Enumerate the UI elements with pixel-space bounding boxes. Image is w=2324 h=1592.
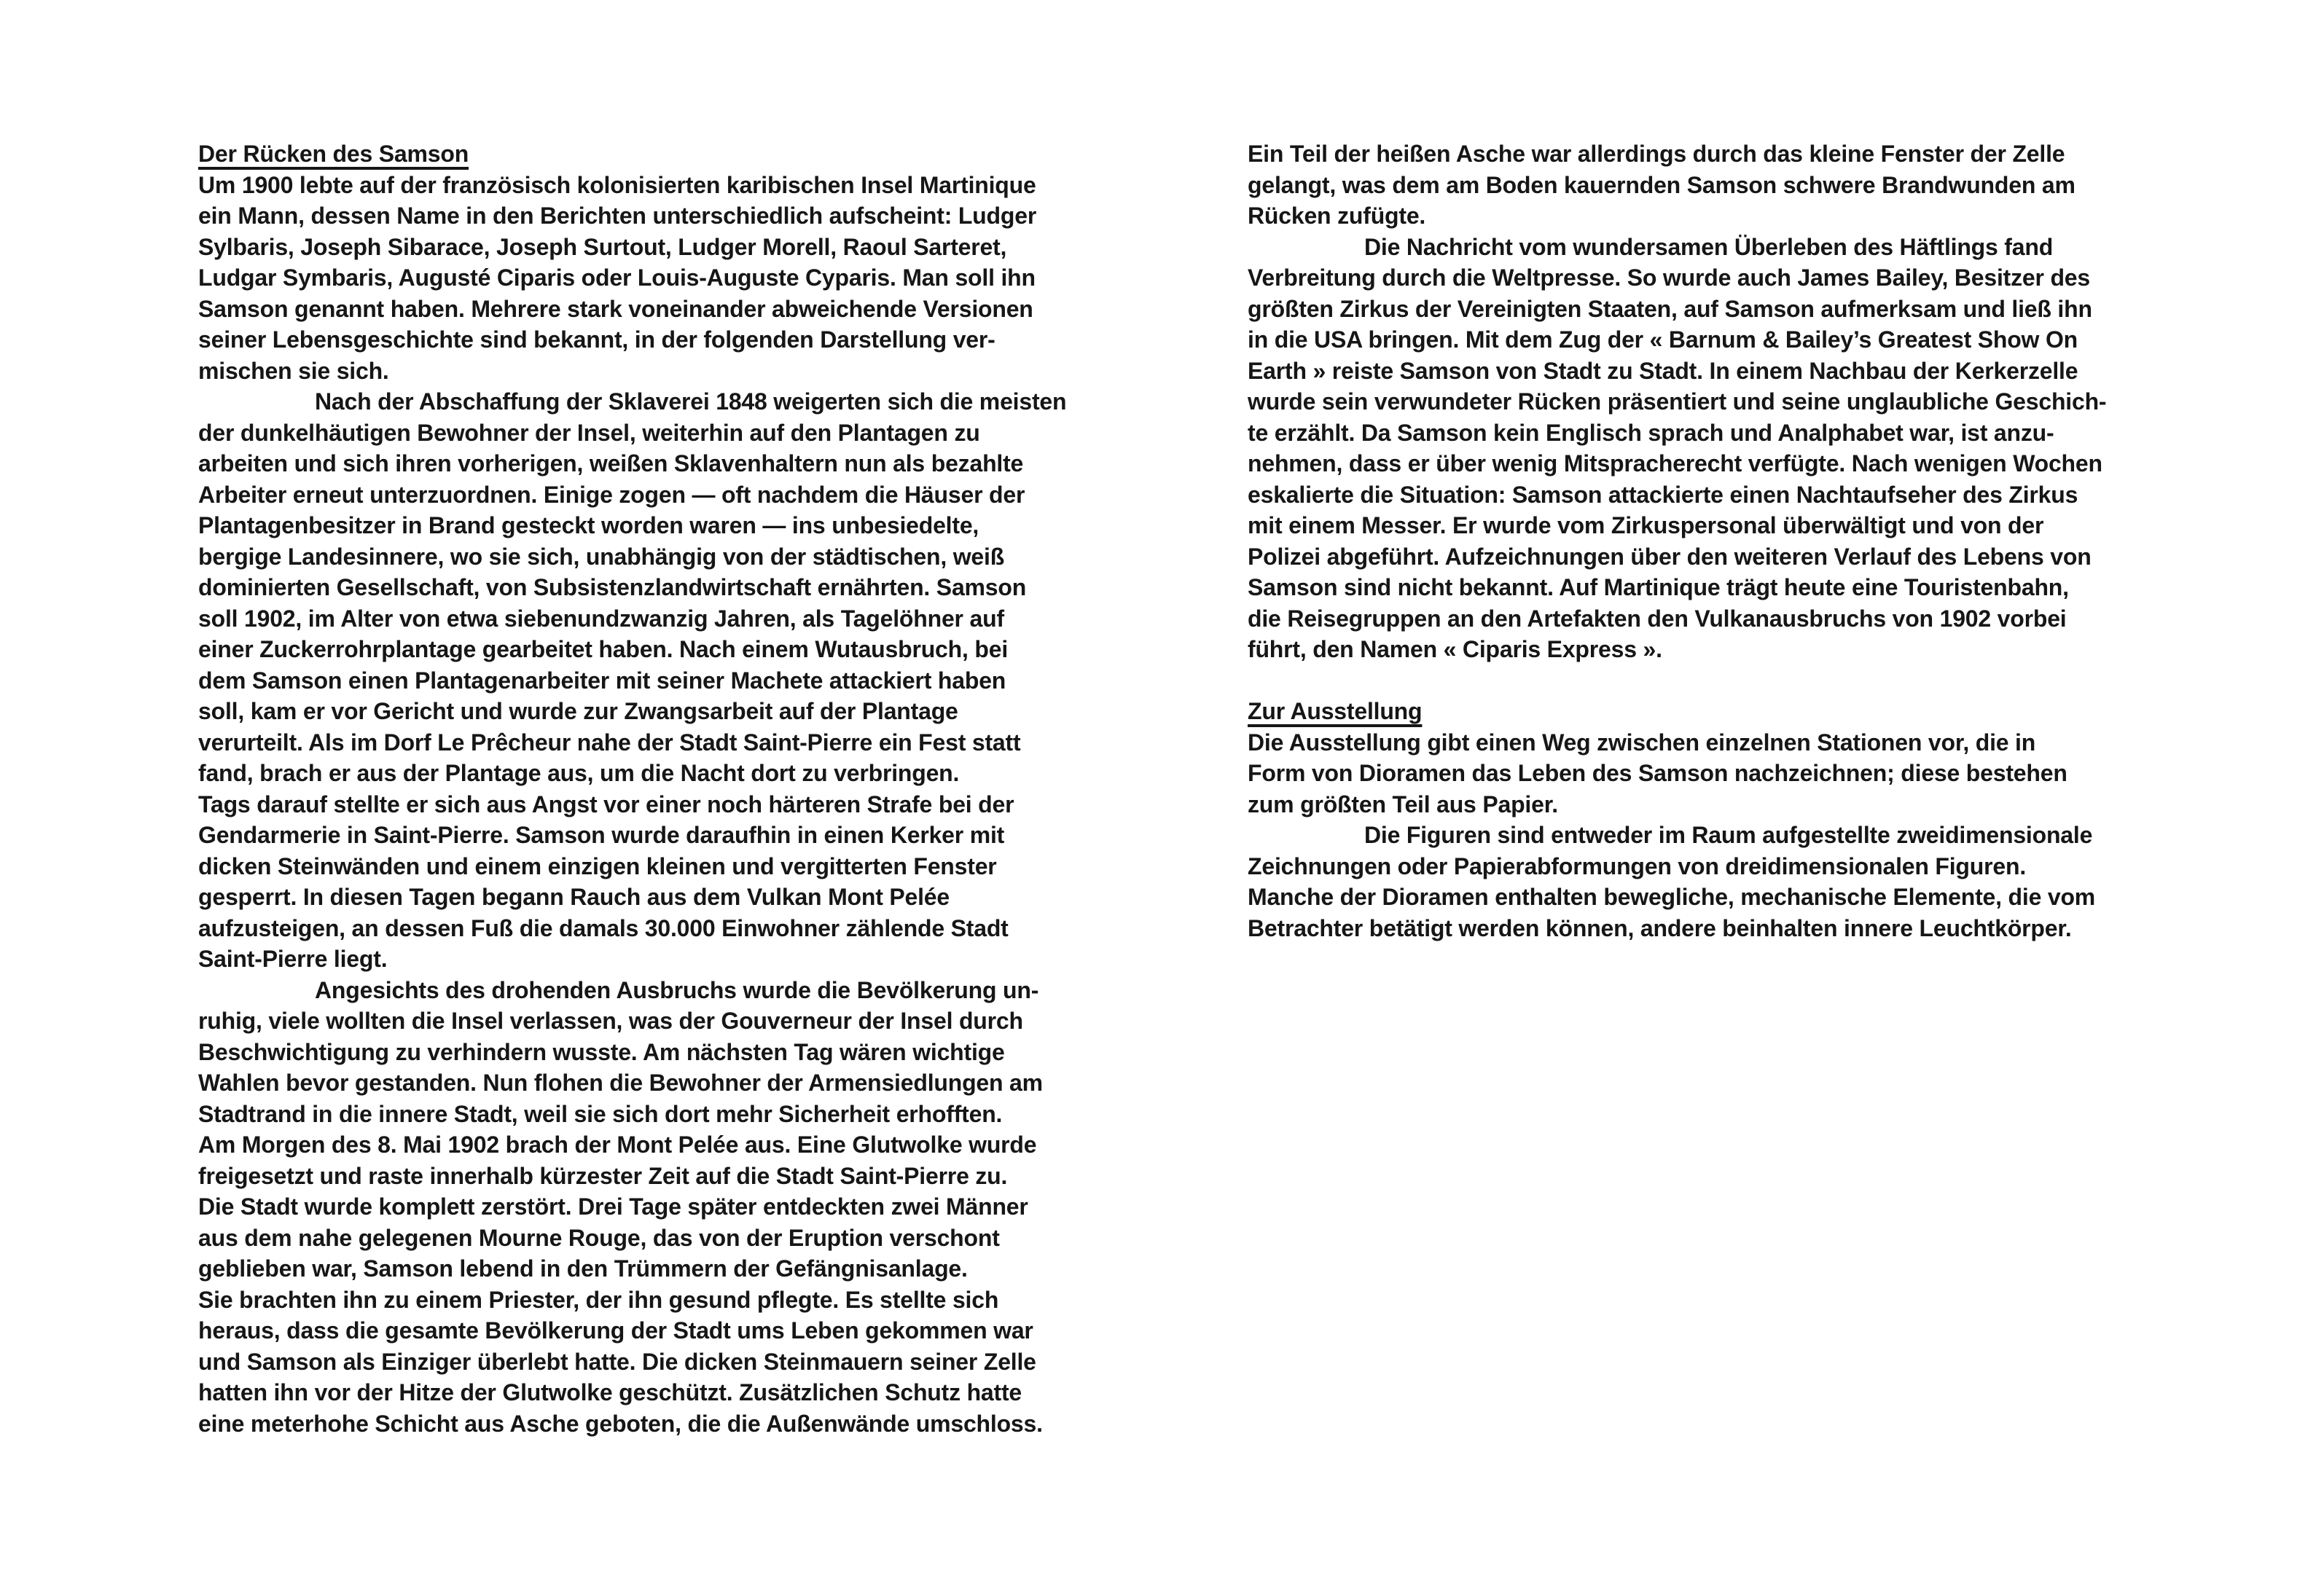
text-line: der dunkelhäutigen Bewohner der Insel, weiterhin auf den Plantagen zu — [198, 419, 980, 446]
text-line: arbeiten und sich ihren vorherigen, weißen Sklavenhaltern nun als bezahlte — [198, 450, 1024, 477]
text-line: größten Zirkus der Vereinigten Staaten, auf Samson aufmerksam und ließ ihn — [1248, 295, 2092, 322]
text-line: Am Morgen des 8. Mai 1902 brach der Mont Pelée aus. Eine Glutwolke wurde — [198, 1132, 1037, 1158]
text-line: Plantagenbesitzer in Brand gesteckt worden waren — ins unbesiedelte, — [198, 512, 979, 538]
text-line: dem Samson einen Plantagenarbeiter mit seiner Machete attackiert haben — [198, 667, 1006, 694]
text-line: verurteilt. Als im Dorf Le Prêcheur nahe der Stadt Saint-Pierre ein Fest statt — [198, 729, 1021, 756]
text-line: Ein Teil der heißen Asche war allerdings durch das kleine Fenster der Zelle — [1248, 141, 2065, 167]
text-line: mischen sie sich. — [198, 357, 389, 384]
text-line: Die Figuren sind entweder im Raum aufgestellte zweidimensionale — [1364, 822, 2093, 848]
text-line: freigesetzt und raste innerhalb kürzester Zeit auf die Stadt Saint-Pierre zu. — [198, 1162, 1008, 1189]
text-line: Verbreitung durch die Weltpresse. So wurde auch James Bailey, Besitzer des — [1248, 264, 2090, 291]
text-line: mit einem Messer. Er wurde vom Zirkuspersonal überwältigt und von der — [1248, 512, 2044, 538]
text-line: dominierten Gesellschaft, von Subsistenzlandwirtschaft ernährten. Samson — [198, 574, 1027, 600]
text-line: in die USA bringen. Mit dem Zug der « Barnum & Bailey’s Greatest Show On — [1248, 326, 2078, 353]
text-line: Rücken zufügte. — [1248, 203, 1426, 229]
text-line: Zeichnungen oder Papierabformungen von dreidimensionalen Figuren. — [1248, 852, 2027, 879]
text-line: Gendarmerie in Saint-Pierre. Samson wurde daraufhin in einen Kerker mit — [198, 822, 1005, 848]
text-line: hatten ihn vor der Hitze der Glutwolke geschützt. Zusätzlichen Schutz hatte — [198, 1379, 1022, 1405]
text-line: Sie brachten ihn zu einem Priester, der ihn gesund pflegte. Es stellte sich — [198, 1286, 999, 1313]
text-line: soll, kam er vor Gericht und wurde zur Zwangsarbeit auf der Plantage — [198, 698, 958, 724]
text-line: zum größten Teil aus Papier. — [1248, 791, 1558, 817]
text-line: wurde sein verwundeter Rücken präsentiert und seine unglaubliche Geschich- — [1248, 388, 2107, 415]
text-line: Tags darauf stellte er sich aus Angst vor einer noch härteren Strafe bei der — [198, 791, 1014, 817]
text-line: Samson sind nicht bekannt. Auf Martinique trägt heute eine Touristenbahn, — [1248, 574, 2069, 600]
text-line: Polizei abgeführt. Aufzeichnungen über den weiteren Verlauf des Lebens von — [1248, 543, 2092, 570]
text-line: gelangt, was dem am Boden kauernden Samson schwere Brandwunden am — [1248, 171, 2075, 198]
text-line: eine meterhohe Schicht aus Asche geboten, die die Außenwände umschloss. — [198, 1410, 1043, 1437]
text-line: Angesichts des drohenden Ausbruchs wurde die Bevölkerung un- — [315, 976, 1039, 1003]
text-line: führt, den Namen « Ciparis Express ». — [1248, 636, 1662, 662]
text-line: te erzählt. Da Samson kein Englisch sprach und Analphabet war, ist anzu- — [1248, 419, 2054, 446]
text-line: aufzusteigen, an dessen Fuß die damals 30.000 Einwohner zählende Stadt — [198, 914, 1009, 941]
text-line: seiner Lebensgeschichte sind bekannt, in der folgenden Darstellung ver- — [198, 326, 995, 353]
text-line: soll 1902, im Alter von etwa siebenundzwanzig Jahren, als Tagelöhner auf — [198, 605, 1004, 632]
text-line: Die Stadt wurde komplett zerstört. Drei Tage später entdeckten zwei Männer — [198, 1193, 1028, 1220]
text-line: gesperrt. In diesen Tagen begann Rauch aus dem Vulkan Mont Pelée — [198, 884, 950, 910]
section-heading: Zur Ausstellung — [1248, 698, 1423, 724]
blank-line — [1248, 665, 2111, 697]
text-line: einer Zuckerrohrplantage gearbeitet haben. Nach einem Wutausbruch, bei — [198, 636, 1009, 662]
text-line: Die Ausstellung gibt einen Weg zwischen einzelnen Stationen vor, die in — [1248, 729, 2036, 756]
text-line: Sylbaris, Joseph Sibarace, Joseph Surtout, Ludger Morell, Raoul Sarteret, — [198, 233, 1007, 260]
text-line: dicken Steinwänden und einem einzigen kleinen und vergitterten Fenster — [198, 852, 997, 879]
text-line: nehmen, dass er über wenig Mitspracherecht verfügte. Nach wenigen Wochen — [1248, 450, 2102, 477]
text-line: Wahlen bevor gestanden. Nun flohen die Bewohner der Armensiedlungen am — [198, 1070, 1043, 1096]
text-line: Earth » reiste Samson von Stadt zu Stadt. In einem Nachbau der Kerkerzelle — [1248, 357, 2078, 384]
text-line: Die Nachricht vom wundersamen Überleben des Häftlings fand — [1364, 233, 2054, 260]
text-line: Um 1900 lebte auf der französisch kolonisierten karibischen Insel Martinique — [198, 171, 1036, 198]
text-line: Arbeiter erneut unterzuordnen. Einige zogen — oft nachdem die Häuser der — [198, 481, 1025, 508]
text-line: Form von Dioramen das Leben des Samson nachzeichnen; diese bestehen — [1248, 760, 2067, 786]
text-column-left — [198, 138, 1067, 1439]
section-heading: Der Rücken des Samson — [198, 141, 469, 167]
text-line: Stadtrand in die innere Stadt, weil sie sich dort mehr Sicherheit erhofften. — [198, 1100, 1003, 1127]
text-line: ein Mann, dessen Name in den Berichten unterschiedlich aufscheint: Ludger — [198, 203, 1037, 229]
text-line: die Reisegruppen an den Artefakten den Vulkanausbruchs von 1902 vorbei — [1248, 605, 2067, 632]
text-line: eskalierte die Situation: Samson attackierte einen Nachtaufseher des Zirkus — [1248, 481, 2078, 508]
text-line: geblieben war, Samson lebend in den Trümmern der Gefängnisanlage. — [198, 1255, 968, 1282]
text-line: Saint-Pierre liegt. — [198, 946, 388, 972]
text-line: aus dem nahe gelegenen Mourne Rouge, das von der Eruption verschont — [198, 1224, 1000, 1251]
text-line: Manche der Dioramen enthalten bewegliche, mechanische Elemente, die vom — [1248, 884, 2096, 910]
text-line: und Samson als Einziger überlebt hatte. Die dicken Steinmauern seiner Zelle — [198, 1348, 1036, 1375]
text-line: heraus, dass die gesamte Bevölkerung der Stadt ums Leben gekommen war — [198, 1317, 1033, 1344]
text-line: ruhig, viele wollten die Insel verlassen, was der Gouverneur der Insel durch — [198, 1008, 1023, 1034]
text-column-right — [1248, 138, 2111, 944]
text-line: Nach der Abschaffung der Sklaverei 1848 weigerten sich die meisten — [315, 388, 1067, 415]
text-line: Betrachter betätigt werden können, andere beinhalten innere Leuchtkörper. — [1248, 914, 2072, 941]
text-line: fand, brach er aus der Plantage aus, um die Nacht dort zu verbringen. — [198, 760, 960, 786]
text-line: Samson genannt haben. Mehrere stark voneinander abweichende Versionen — [198, 295, 1033, 322]
text-line: bergige Landesinnere, wo sie sich, unabhängig von der städtischen, weiß — [198, 543, 1005, 570]
text-line: Beschwichtigung zu verhindern wusste. Am nächsten Tag wären wichtige — [198, 1038, 1005, 1065]
text-line: Ludgar Symbaris, Augusté Ciparis oder Louis-Auguste Cyparis. Man soll ihn — [198, 264, 1036, 291]
